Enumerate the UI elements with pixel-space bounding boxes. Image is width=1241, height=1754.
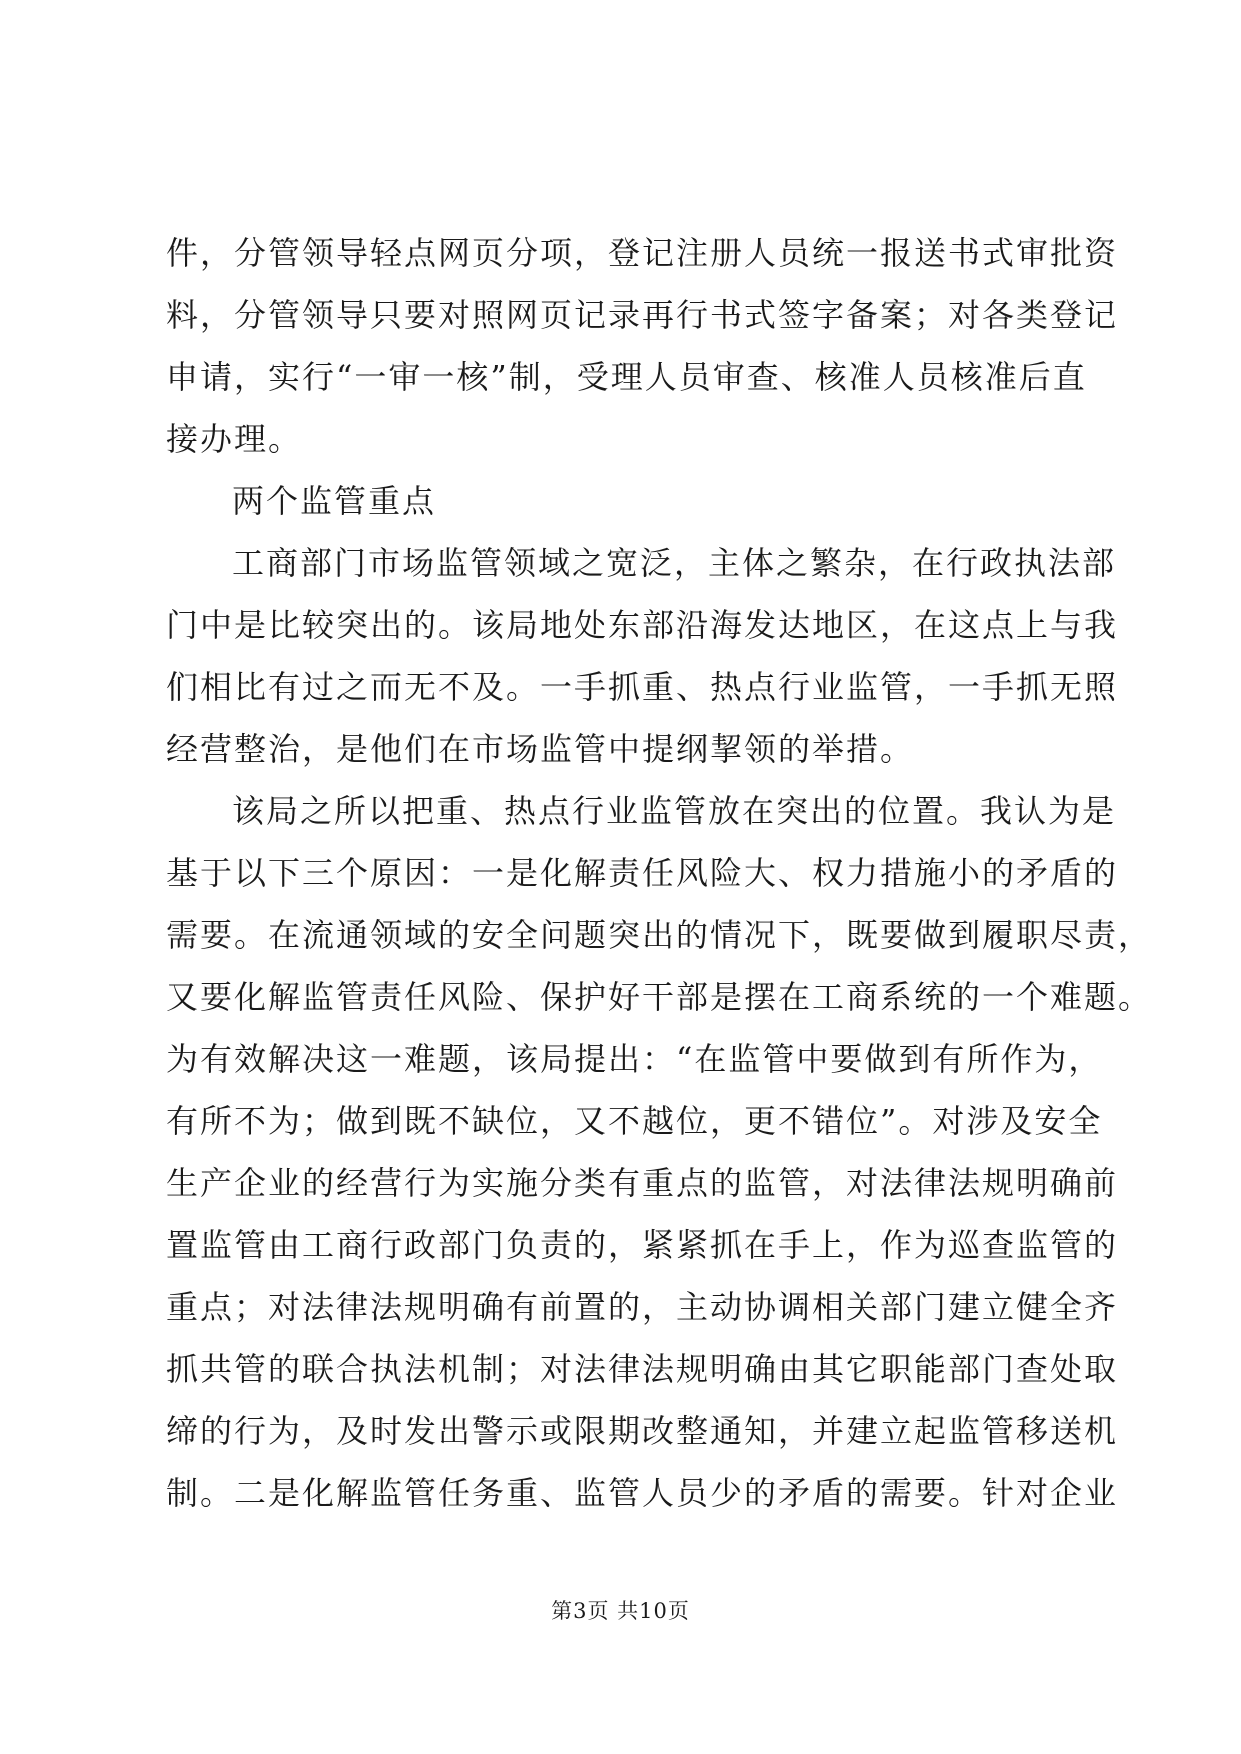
text-line: 重点；对法律法规明确有前置的，主动协调相关部门建立健全齐 [166, 1288, 1119, 1326]
text-line: 又要化解监管责任风险、保护好干部是摆在工商系统的一个难题。 [166, 978, 1153, 1016]
section-heading: 两个监管重点 [232, 482, 437, 520]
text-line: 申请，实行“一审一核”制，受理人员审查、核准人员核准后直 [166, 358, 1087, 396]
text-line: 经营整治，是他们在市场监管中提纲挈领的举措。 [166, 730, 915, 768]
text-line: 基于以下三个原因：一是化解责任风险大、权力措施小的矛盾的 [166, 854, 1119, 892]
text-line: 料，分管领导只要对照网页记录再行书式签字备案；对各类登记 [166, 296, 1119, 334]
text-line: 制。二是化解监管任务重、监管人员少的矛盾的需要。针对企业 [166, 1474, 1119, 1512]
text-line: 工商部门市场监管领域之宽泛，主体之繁杂，在行政执法部 [232, 544, 1117, 582]
text-line: 门中是比较突出的。该局地处东部沿海发达地区，在这点上与我 [166, 606, 1119, 644]
text-line: 件，分管领导轻点网页分项，登记注册人员统一报送书式审批资 [166, 234, 1119, 272]
text-line: 该局之所以把重、热点行业监管放在突出的位置。我认为是 [232, 792, 1117, 830]
text-line: 生产企业的经营行为实施分类有重点的监管，对法律法规明确前 [166, 1164, 1119, 1202]
text-line: 抓共管的联合执法机制；对法律法规明确由其它职能部门查处取 [166, 1350, 1119, 1388]
text-line: 们相比有过之而无不及。一手抓重、热点行业监管，一手抓无照 [166, 668, 1119, 706]
text-line: 接办理。 [166, 420, 303, 458]
text-line: 需要。在流通领域的安全问题突出的情况下，既要做到履职尽责， [166, 916, 1153, 954]
text-line: 为有效解决这一难题，该局提出：“在监管中要做到有所作为， [166, 1040, 1103, 1078]
body-text [166, 222, 1153, 1524]
text-line: 缔的行为，及时发出警示或限期改整通知，并建立起监管移送机 [166, 1412, 1119, 1450]
text-line: 有所不为；做到既不缺位，又不越位，更不错位”。对涉及安全 [166, 1102, 1103, 1140]
text-line: 置监管由工商行政部门负责的，紧紧抓在手上，作为巡查监管的 [166, 1226, 1119, 1264]
page-number-footer: 第3页 共10页 [551, 1599, 690, 1623]
